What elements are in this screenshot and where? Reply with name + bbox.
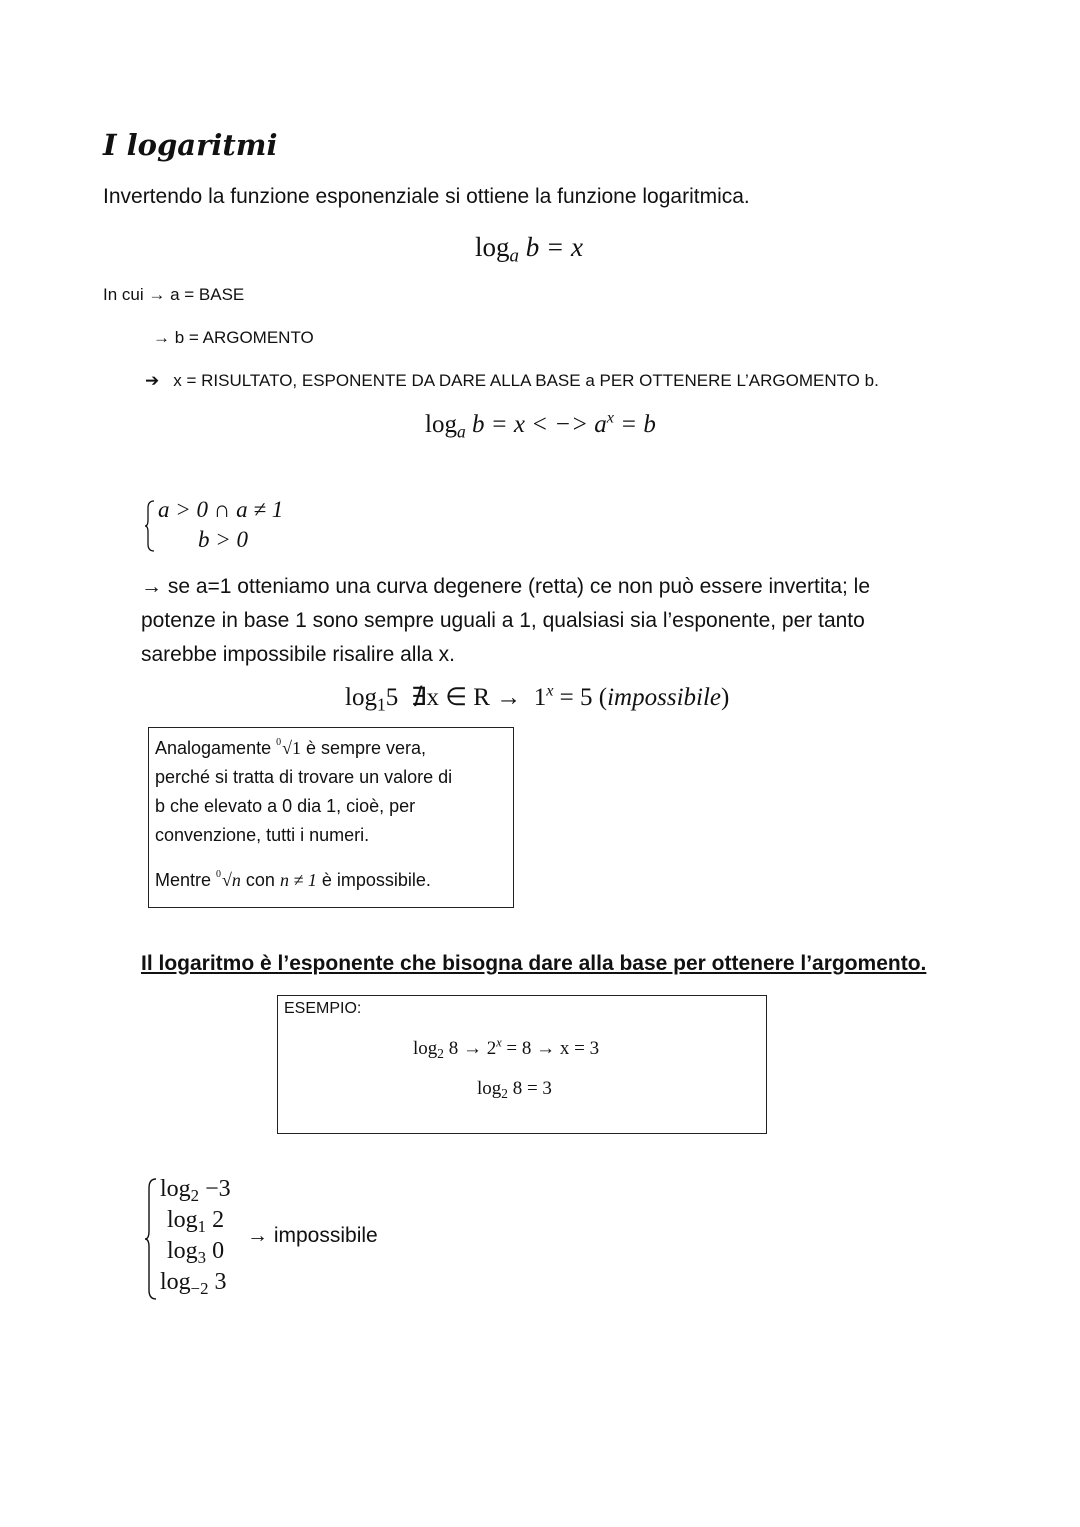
formula-impossible: $\log_15$ ∄x ∈ $R \to 1^x = 5$ (impossibile) (345, 681, 730, 715)
example-line-2: $\log_2 8 = 3$ (477, 1078, 552, 1101)
case-item: $\log_{-2} 3$ (160, 1269, 227, 1299)
definition-result: ➔ x = RISULTATO, ESPONENTE DA DARE ALLA BASE a PER OTTENERE L’ARGOMENTO b. (145, 371, 879, 390)
formula-log-definition: $\log_a b = x$ (475, 232, 583, 267)
explanation-paragraph (141, 570, 870, 672)
paragraph-line: → se a=1 otteniamo una curva degenere (retta) ce non può essere invertita; le (141, 575, 871, 598)
note-line: Analogamente $^0$√1 è sempre vera, (155, 737, 427, 758)
note-line: Mentre $^0$√n con n ≠ 1 è impossibile. (155, 869, 431, 890)
intro-text: Invertendo la funzione esponenziale si ottiene la funzione logaritmica. (103, 185, 750, 208)
arrow-icon: ➔ (145, 371, 160, 390)
case-item: $\log_1 2$ (167, 1207, 225, 1237)
case-item: $\log_2 -3$ (160, 1176, 231, 1206)
paragraph-line: sarebbe impossibile risalire alla x. (141, 643, 455, 666)
formula-equivalence: $\log_a b = x$ < −> $a^x = b$ (425, 408, 656, 442)
key-sentence: Il logaritmo è l’esponente che bisogna dare alla base per ottenere l’argomento. (141, 952, 927, 975)
note-box (148, 727, 514, 908)
root-index: 0 (276, 737, 282, 748)
definition-argument: → b = ARGOMENTO (153, 328, 314, 347)
example-label: ESEMPIO: (284, 1000, 362, 1017)
condition-argument: b > 0 (198, 527, 249, 552)
note-line: perché si tratta di trovare un valore di (155, 767, 453, 787)
condition-base: a > 0 ∩ a ≠ 1 (158, 497, 284, 522)
page-title: I logaritmi (103, 128, 278, 162)
definition-base: In cui → a = BASE (103, 285, 245, 304)
impossible-cases-list (160, 1174, 231, 1298)
case-item: $\log_3 0$ (167, 1238, 225, 1268)
example-line-1: $\log_2 8 \to 2^x = 8 \to x = 3$ (413, 1035, 600, 1061)
brace-icon (144, 1178, 158, 1300)
example-box (277, 995, 767, 1134)
note-line: convenzione, tutti i numeri. (155, 825, 370, 845)
impossible-result: → impossibile (247, 1224, 378, 1247)
paragraph-line: potenze in base 1 sono sempre uguali a 1, qualsiasi sia l’esponente, per tanto (141, 609, 865, 632)
brace-icon (144, 500, 156, 552)
note-line: b che elevato a 0 dia 1, cioè, per (155, 796, 416, 816)
root-index: 0 (216, 869, 222, 880)
